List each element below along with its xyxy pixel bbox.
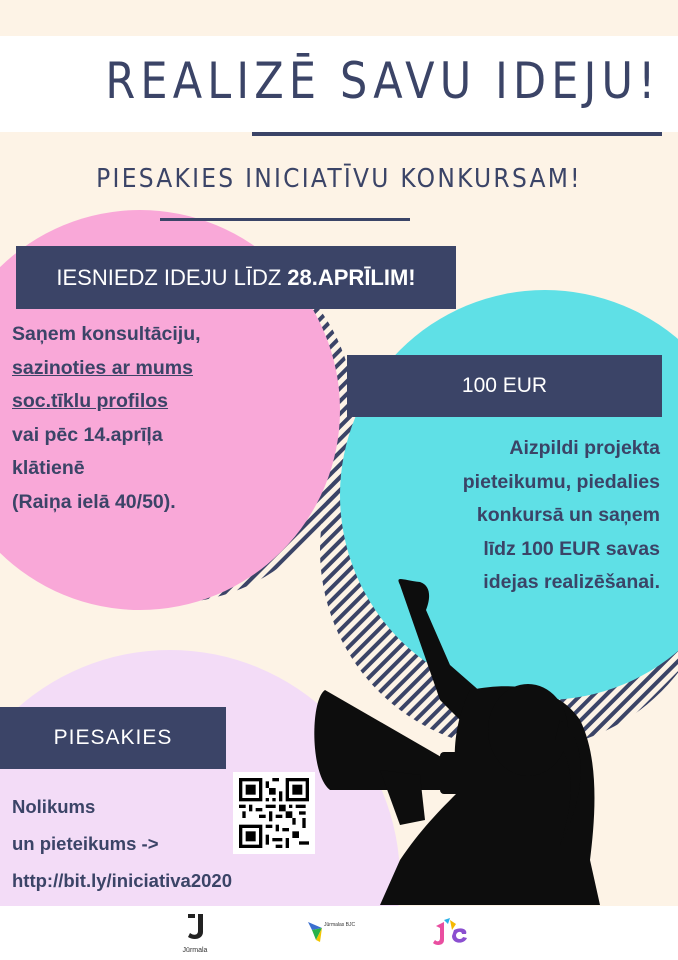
jurmala-logo-text: Jūrmala	[182, 947, 208, 954]
apply-banner: PIESAKIES	[0, 707, 226, 769]
prize-banner: 100 EUR	[347, 355, 662, 417]
prize-line: idejas realizēšanai.	[483, 571, 660, 593]
apply-line: un pieteikums ->	[12, 833, 159, 854]
prize-line: līdz 100 EUR savas	[483, 537, 660, 560]
qr-code-icon	[239, 778, 309, 848]
prize-line: pieteikumu, piedalies	[462, 470, 660, 493]
social-link-line[interactable]: soc.tīklu profilos	[12, 390, 169, 412]
subtitle: PIESAKIES INICIATĪVU KONKURSAM!	[96, 164, 582, 194]
deadline-prefix: IESNIEDZ IDEJU LĪDZ	[56, 264, 282, 290]
apply-line: Nolikums	[12, 796, 96, 817]
apply-link[interactable]: http://bit.ly/iniciativa2020	[12, 870, 233, 891]
bjc-bird-icon	[306, 918, 326, 944]
colorful-logo	[430, 916, 472, 950]
prize-text	[463, 432, 660, 600]
deadline-date: 28.APRĪLIM!	[287, 264, 416, 290]
title-underline	[252, 132, 662, 136]
consultation-line: (Raiņa ielā 40/50).	[12, 490, 176, 513]
apply-text	[12, 788, 232, 899]
jurmala-logo	[178, 912, 212, 956]
prize-line: konkursā un saņem	[476, 504, 660, 526]
deadline-banner	[16, 246, 456, 309]
qr-code[interactable]	[233, 772, 315, 854]
consultation-line: vai pēc 14.aprīļa	[12, 423, 163, 446]
consultation-line: klātienē	[12, 457, 85, 479]
consultation-text	[12, 318, 201, 519]
prize-line: Aizpildi projekta	[509, 437, 660, 459]
page-title: REALIZĒ SAVU IDEJU!	[104, 52, 660, 110]
bjc-logo-text: Jūrmalas BJC	[324, 922, 356, 928]
jurmala-j-icon	[184, 912, 206, 942]
colorful-jc-icon	[430, 916, 470, 948]
subtitle-underline	[160, 218, 410, 221]
consultation-line: Saņem konsultāciju,	[12, 323, 201, 345]
social-link-line[interactable]: sazinoties ar mums	[12, 356, 193, 379]
bjc-logo	[306, 918, 366, 948]
